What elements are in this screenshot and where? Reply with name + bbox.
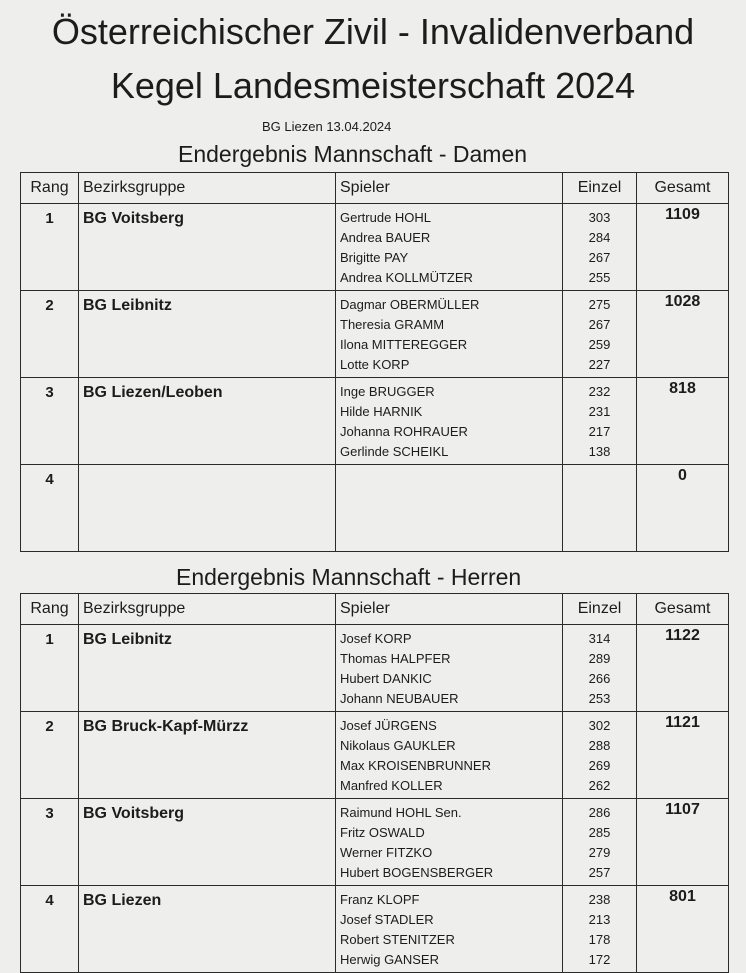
spieler-name: Inge BRUGGER: [340, 384, 435, 399]
rang-cell: 3: [21, 378, 79, 465]
spieler-name: Ilona MITTEREGGER: [340, 337, 468, 352]
spieler-name: Herwig GANSER: [340, 952, 439, 967]
spieler-name: Johann NEUBAUER: [340, 691, 459, 706]
spieler-name: Josef JÜRGENS: [340, 718, 437, 733]
col-gesamt: Gesamt: [637, 173, 729, 204]
spieler-name: Josef STADLER: [340, 912, 434, 927]
spieler-cell: [336, 712, 563, 799]
einzel-score: 314: [588, 631, 611, 646]
col-spieler: Spieler: [336, 173, 563, 204]
einzel-score: 231: [588, 404, 611, 419]
spieler-cell: [336, 291, 563, 378]
table-row: [21, 378, 729, 465]
table-row: [21, 204, 729, 291]
einzel-score: 172: [588, 952, 611, 967]
einzel-score: 138: [588, 444, 611, 459]
einzel-score: 288: [588, 738, 611, 753]
table-row: [21, 886, 729, 973]
spieler-name: Raimund HOHL Sen.: [340, 805, 462, 820]
table-row: [21, 465, 729, 552]
einzel-score: 267: [588, 317, 611, 332]
spieler-name: Thomas HALPFER: [340, 651, 451, 666]
spieler-name: Hilde HARNIK: [340, 404, 423, 419]
spieler-name: [340, 469, 562, 489]
einzel-score: [563, 529, 636, 549]
einzel-score: 259: [588, 337, 611, 352]
einzel-score: 286: [588, 805, 611, 820]
rang-cell: 4: [21, 465, 79, 552]
bezirksgruppe-cell: BG Bruck-Kapf-Mürzz: [79, 712, 336, 799]
einzel-score: 213: [588, 912, 611, 927]
einzel-score: 303: [588, 210, 611, 225]
spieler-name: Dagmar OBERMÜLLER: [340, 297, 480, 312]
spieler-cell: [336, 625, 563, 712]
location-date: BG Liezen 13.04.2024: [262, 119, 392, 134]
rang-cell: 1: [21, 204, 79, 291]
bezirksgruppe-cell: BG Liezen: [79, 886, 336, 973]
einzel-score: 285: [588, 825, 611, 840]
table-row: [21, 712, 729, 799]
col-rang: Rang: [21, 173, 79, 204]
gesamt-cell: 1107: [637, 799, 729, 886]
col-spieler: Spieler: [336, 594, 563, 625]
gesamt-cell: 1121: [637, 712, 729, 799]
rang-cell: 2: [21, 291, 79, 378]
spieler-name: Andrea KOLLMÜTZER: [340, 270, 473, 285]
spieler-cell: [336, 378, 563, 465]
bezirksgruppe-cell: BG Liezen/Leoben: [79, 378, 336, 465]
spieler-name: Hubert DANKIC: [340, 671, 432, 686]
einzel-score: 257: [588, 865, 611, 880]
col-einzel: Einzel: [563, 173, 637, 204]
einzel-cell: [563, 625, 637, 712]
rang-cell: 3: [21, 799, 79, 886]
damen-heading: Endergebnis Mannschaft - Damen: [178, 141, 528, 167]
einzel-cell: [563, 204, 637, 291]
spieler-name: Max KROISENBRUNNER: [340, 758, 491, 773]
bezirksgruppe-cell: [79, 465, 336, 552]
spieler-name: Robert STENITZER: [340, 932, 455, 947]
gesamt-cell: 0: [637, 465, 729, 552]
spieler-name: Franz KLOPF: [340, 892, 420, 907]
spieler-name: Hubert BOGENSBERGER: [340, 865, 494, 880]
gesamt-cell: 1122: [637, 625, 729, 712]
herren-table: [20, 593, 729, 973]
rang-cell: 2: [21, 712, 79, 799]
spieler-cell: [336, 465, 563, 552]
einzel-score: 279: [588, 845, 611, 860]
einzel-score: 284: [588, 230, 611, 245]
spieler-name: Fritz OSWALD: [340, 825, 425, 840]
einzel-cell: [563, 291, 637, 378]
spieler-name: Theresia GRAMM: [340, 317, 445, 332]
col-bezirksgruppe: Bezirksgruppe: [79, 173, 336, 204]
col-bezirksgruppe: Bezirksgruppe: [79, 594, 336, 625]
col-rang: Rang: [21, 594, 79, 625]
einzel-cell: [563, 799, 637, 886]
spieler-cell: [336, 799, 563, 886]
spieler-name: [340, 509, 562, 529]
document-subtitle-title: Kegel Landesmeisterschaft 2024: [110, 65, 636, 106]
einzel-score: 269: [588, 758, 611, 773]
spieler-cell: [336, 204, 563, 291]
spieler-name: Brigitte PAY: [340, 250, 409, 265]
gesamt-cell: 1109: [637, 204, 729, 291]
einzel-cell: [563, 886, 637, 973]
spieler-name: Josef KORP: [340, 631, 412, 646]
einzel-score: 302: [588, 718, 611, 733]
spieler-name: [340, 489, 562, 509]
gesamt-cell: 818: [637, 378, 729, 465]
table-row: [21, 799, 729, 886]
damen-table: [20, 172, 729, 552]
einzel-score: 266: [588, 671, 611, 686]
spieler-cell: [336, 886, 563, 973]
rang-cell: 1: [21, 625, 79, 712]
document-title: Österreichischer Zivil - Invalidenverband: [51, 11, 695, 52]
einzel-score: [563, 509, 636, 529]
einzel-score: 255: [588, 270, 611, 285]
einzel-score: 253: [588, 691, 611, 706]
bezirksgruppe-cell: BG Leibnitz: [79, 625, 336, 712]
herren-heading: Endergebnis Mannschaft - Herren: [176, 564, 522, 590]
einzel-score: 227: [588, 357, 611, 372]
spieler-name: [340, 529, 562, 549]
spieler-name: Nikolaus GAUKLER: [340, 738, 456, 753]
col-gesamt: Gesamt: [637, 594, 729, 625]
spieler-name: Manfred KOLLER: [340, 778, 443, 793]
spieler-name: Andrea BAUER: [340, 230, 431, 245]
einzel-cell: [563, 465, 637, 552]
spieler-name: Johanna ROHRAUER: [340, 424, 468, 439]
einzel-score: 217: [588, 424, 611, 439]
einzel-score: 238: [588, 892, 611, 907]
col-einzel: Einzel: [563, 594, 637, 625]
einzel-score: 262: [588, 778, 611, 793]
einzel-score: 275: [588, 297, 611, 312]
einzel-score: [563, 469, 636, 489]
gesamt-cell: 1028: [637, 291, 729, 378]
spieler-name: Werner FITZKO: [340, 845, 433, 860]
einzel-score: [563, 489, 636, 509]
einzel-cell: [563, 378, 637, 465]
spieler-name: Gertrude HOHL: [340, 210, 432, 225]
bezirksgruppe-cell: BG Voitsberg: [79, 799, 336, 886]
table-row: [21, 291, 729, 378]
table-row: [21, 625, 729, 712]
einzel-score: 178: [588, 932, 611, 947]
gesamt-cell: 801: [637, 886, 729, 973]
einzel-score: 289: [588, 651, 611, 666]
bezirksgruppe-cell: BG Leibnitz: [79, 291, 336, 378]
einzel-cell: [563, 712, 637, 799]
bezirksgruppe-cell: BG Voitsberg: [79, 204, 336, 291]
einzel-score: 232: [588, 384, 611, 399]
spieler-name: Lotte KORP: [340, 357, 410, 372]
rang-cell: 4: [21, 886, 79, 973]
spieler-name: Gerlinde SCHEIKL: [340, 444, 449, 459]
einzel-score: 267: [588, 250, 611, 265]
